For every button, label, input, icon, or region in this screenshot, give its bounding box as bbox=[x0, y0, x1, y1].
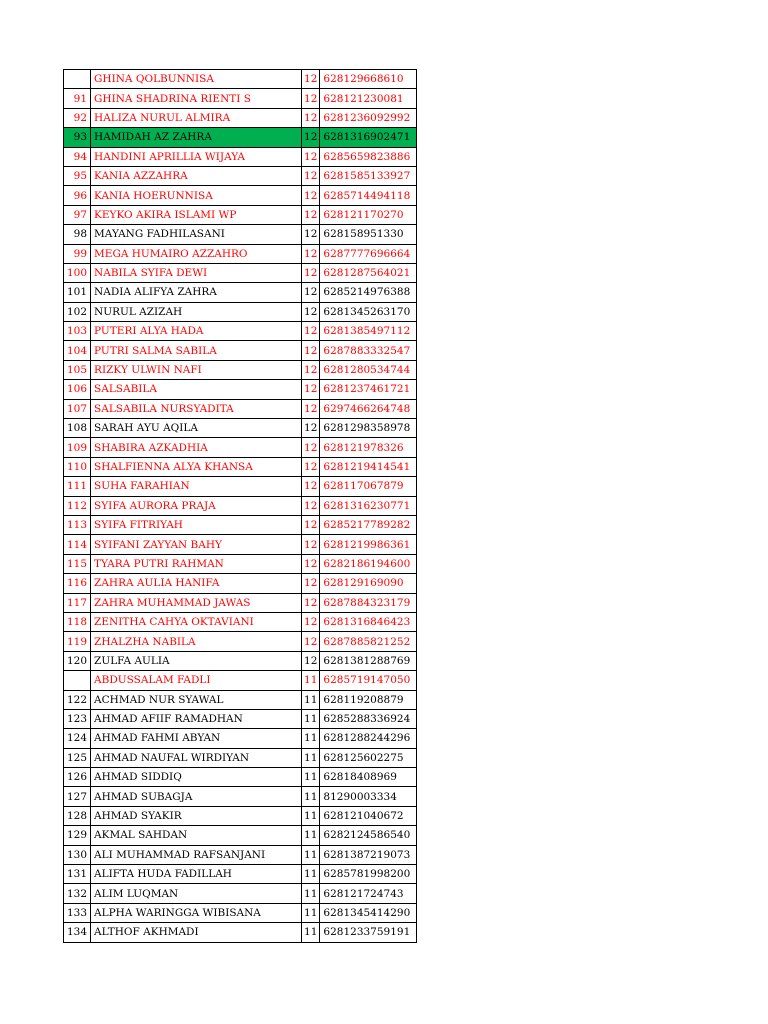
phone-number-cell: 6285288336924 bbox=[320, 709, 417, 728]
phone-number-cell: 628121230081 bbox=[320, 89, 417, 108]
row-number-cell: 103 bbox=[64, 322, 91, 341]
row-number-cell: 100 bbox=[64, 263, 91, 282]
row-number-cell: 92 bbox=[64, 108, 91, 127]
class-cell: 12 bbox=[302, 535, 320, 554]
class-cell: 12 bbox=[302, 554, 320, 573]
phone-number-cell: 6281280534744 bbox=[320, 360, 417, 379]
table-row bbox=[64, 457, 417, 476]
phone-number-cell: 6281385497112 bbox=[320, 322, 417, 341]
student-name-cell: SARAH AYU AQILA bbox=[91, 419, 302, 438]
student-name-cell: HANDINI APRILLIA WIJAYA bbox=[91, 147, 302, 166]
phone-number-cell: 628117067879 bbox=[320, 477, 417, 496]
phone-number-cell: 6285217789282 bbox=[320, 515, 417, 534]
row-number-cell: 111 bbox=[64, 477, 91, 496]
class-cell: 11 bbox=[302, 865, 320, 884]
table-row bbox=[64, 748, 417, 767]
row-number-cell: 109 bbox=[64, 438, 91, 457]
table-row bbox=[64, 283, 417, 302]
student-name-cell: ALPHA WARINGGA WIBISANA bbox=[91, 903, 302, 922]
table-row bbox=[64, 535, 417, 554]
student-name-cell: ALIM LUQMAN bbox=[91, 884, 302, 903]
row-number-cell: 122 bbox=[64, 690, 91, 709]
student-name-cell: SHALFIENNA ALYA KHANSA bbox=[91, 457, 302, 476]
row-number-cell: 97 bbox=[64, 205, 91, 224]
row-number-cell: 101 bbox=[64, 283, 91, 302]
class-cell: 11 bbox=[302, 709, 320, 728]
student-name-cell: RIZKY ULWIN NAFI bbox=[91, 360, 302, 379]
table-row bbox=[64, 690, 417, 709]
student-name-cell: HALIZA NURUL ALMIRA bbox=[91, 108, 302, 127]
phone-number-cell: 6287883332547 bbox=[320, 341, 417, 360]
class-cell: 12 bbox=[302, 419, 320, 438]
row-number-cell: 95 bbox=[64, 166, 91, 185]
table-row bbox=[64, 923, 417, 942]
table-row bbox=[64, 70, 417, 89]
student-name-cell: ZULFA AULIA bbox=[91, 651, 302, 670]
phone-number-cell: 6287777696664 bbox=[320, 244, 417, 263]
class-cell: 11 bbox=[302, 671, 320, 690]
class-cell: 12 bbox=[302, 108, 320, 127]
class-cell: 12 bbox=[302, 302, 320, 321]
class-cell: 12 bbox=[302, 612, 320, 631]
student-name-cell: SALSABILA NURSYADITA bbox=[91, 399, 302, 418]
class-cell: 12 bbox=[302, 341, 320, 360]
phone-number-cell: 6281236092992 bbox=[320, 108, 417, 127]
table-row bbox=[64, 612, 417, 631]
class-cell: 12 bbox=[302, 186, 320, 205]
phone-number-cell: 62818408969 bbox=[320, 768, 417, 787]
phone-number-cell: 6285714494118 bbox=[320, 186, 417, 205]
row-number-cell: 91 bbox=[64, 89, 91, 108]
class-cell: 12 bbox=[302, 360, 320, 379]
table-row bbox=[64, 360, 417, 379]
row-number-cell: 117 bbox=[64, 593, 91, 612]
student-name-cell: SHABIRA AZKADHIA bbox=[91, 438, 302, 457]
phone-number-cell: 6281316846423 bbox=[320, 612, 417, 631]
table-row bbox=[64, 845, 417, 864]
student-name-cell: AKMAL SAHDAN bbox=[91, 826, 302, 845]
phone-number-cell: 6281287564021 bbox=[320, 263, 417, 282]
class-cell: 11 bbox=[302, 923, 320, 942]
class-cell: 12 bbox=[302, 128, 320, 147]
class-cell: 12 bbox=[302, 574, 320, 593]
student-name-cell: AHMAD AFIIF RAMADHAN bbox=[91, 709, 302, 728]
row-number-cell: 128 bbox=[64, 806, 91, 825]
phone-number-cell: 628121040672 bbox=[320, 806, 417, 825]
phone-number-cell: 6281316230771 bbox=[320, 496, 417, 515]
student-table-body bbox=[64, 70, 417, 943]
student-name-cell: SALSABILA bbox=[91, 380, 302, 399]
table-row bbox=[64, 302, 417, 321]
table-row bbox=[64, 186, 417, 205]
phone-number-cell: 6281316902471 bbox=[320, 128, 417, 147]
table-row bbox=[64, 263, 417, 282]
phone-number-cell: 6285659823886 bbox=[320, 147, 417, 166]
student-name-cell: ABDUSSALAM FADLI bbox=[91, 671, 302, 690]
row-number-cell: 110 bbox=[64, 457, 91, 476]
row-number-cell: 96 bbox=[64, 186, 91, 205]
row-number-cell: 93 bbox=[64, 128, 91, 147]
table-row bbox=[64, 787, 417, 806]
row-number-cell: 119 bbox=[64, 632, 91, 651]
class-cell: 12 bbox=[302, 399, 320, 418]
row-number-cell: 112 bbox=[64, 496, 91, 515]
row-number-cell: 120 bbox=[64, 651, 91, 670]
phone-number-cell: 6281219414541 bbox=[320, 457, 417, 476]
class-cell: 12 bbox=[302, 477, 320, 496]
row-number-cell bbox=[64, 671, 91, 690]
class-cell: 11 bbox=[302, 884, 320, 903]
row-number-cell: 131 bbox=[64, 865, 91, 884]
phone-number-cell: 628158951330 bbox=[320, 225, 417, 244]
row-number-cell: 114 bbox=[64, 535, 91, 554]
table-row bbox=[64, 205, 417, 224]
class-cell: 12 bbox=[302, 283, 320, 302]
class-cell: 12 bbox=[302, 205, 320, 224]
table-row bbox=[64, 632, 417, 651]
class-cell: 12 bbox=[302, 225, 320, 244]
phone-number-cell: 6281237461721 bbox=[320, 380, 417, 399]
phone-number-cell: 6281233759191 bbox=[320, 923, 417, 942]
phone-number-cell: 6281387219073 bbox=[320, 845, 417, 864]
class-cell: 12 bbox=[302, 515, 320, 534]
phone-number-cell: 6281585133927 bbox=[320, 166, 417, 185]
row-number-cell: 107 bbox=[64, 399, 91, 418]
row-number-cell: 108 bbox=[64, 419, 91, 438]
table-row bbox=[64, 806, 417, 825]
phone-number-cell: 6281298358978 bbox=[320, 419, 417, 438]
table-row bbox=[64, 515, 417, 534]
class-cell: 12 bbox=[302, 70, 320, 89]
class-cell: 11 bbox=[302, 806, 320, 825]
table-row bbox=[64, 884, 417, 903]
student-name-cell: SYIFA FITRIYAH bbox=[91, 515, 302, 534]
class-cell: 12 bbox=[302, 380, 320, 399]
table-row bbox=[64, 574, 417, 593]
row-number-cell: 126 bbox=[64, 768, 91, 787]
table-row bbox=[64, 108, 417, 127]
class-cell: 11 bbox=[302, 690, 320, 709]
student-name-cell: ZAHRA MUHAMMAD JAWAS bbox=[91, 593, 302, 612]
table-row bbox=[64, 593, 417, 612]
student-name-cell: KEYKO AKIRA ISLAMI WP bbox=[91, 205, 302, 224]
phone-number-cell: 6282124586540 bbox=[320, 826, 417, 845]
table-row bbox=[64, 729, 417, 748]
student-name-cell: AHMAD SYAKIR bbox=[91, 806, 302, 825]
row-number-cell: 125 bbox=[64, 748, 91, 767]
row-number-cell: 104 bbox=[64, 341, 91, 360]
table-row bbox=[64, 671, 417, 690]
student-name-cell: ACHMAD NUR SYAWAL bbox=[91, 690, 302, 709]
class-cell: 11 bbox=[302, 748, 320, 767]
student-name-cell: GHINA SHADRINA RIENTI S bbox=[91, 89, 302, 108]
row-number-cell: 134 bbox=[64, 923, 91, 942]
table-row bbox=[64, 496, 417, 515]
student-name-cell: AHMAD FAHMI ABYAN bbox=[91, 729, 302, 748]
row-number-cell: 99 bbox=[64, 244, 91, 263]
phone-number-cell: 6285719147050 bbox=[320, 671, 417, 690]
student-name-cell: PUTRI SALMA SABILA bbox=[91, 341, 302, 360]
row-number-cell: 129 bbox=[64, 826, 91, 845]
class-cell: 12 bbox=[302, 593, 320, 612]
class-cell: 11 bbox=[302, 826, 320, 845]
table-row bbox=[64, 128, 417, 147]
row-number-cell: 98 bbox=[64, 225, 91, 244]
student-name-cell: ZHALZHA NABILA bbox=[91, 632, 302, 651]
student-name-cell: NADIA ALIFYA ZAHRA bbox=[91, 283, 302, 302]
row-number-cell: 118 bbox=[64, 612, 91, 631]
class-cell: 11 bbox=[302, 729, 320, 748]
row-number-cell: 132 bbox=[64, 884, 91, 903]
class-cell: 11 bbox=[302, 787, 320, 806]
row-number-cell bbox=[64, 70, 91, 89]
table-row bbox=[64, 826, 417, 845]
student-name-cell: GHINA QOLBUNNISA bbox=[91, 70, 302, 89]
student-name-cell: SYIFA AURORA PRAJA bbox=[91, 496, 302, 515]
phone-number-cell: 628129169090 bbox=[320, 574, 417, 593]
row-number-cell: 102 bbox=[64, 302, 91, 321]
student-name-cell: ZAHRA AULIA HANIFA bbox=[91, 574, 302, 593]
row-number-cell: 124 bbox=[64, 729, 91, 748]
student-name-cell: MAYANG FADHILASANI bbox=[91, 225, 302, 244]
phone-number-cell: 628121978326 bbox=[320, 438, 417, 457]
phone-number-cell: 6281288244296 bbox=[320, 729, 417, 748]
phone-number-cell: 6281345263170 bbox=[320, 302, 417, 321]
phone-number-cell: 6282186194600 bbox=[320, 554, 417, 573]
row-number-cell: 105 bbox=[64, 360, 91, 379]
table-row bbox=[64, 225, 417, 244]
student-name-cell: ZENITHA CAHYA OKTAVIANI bbox=[91, 612, 302, 631]
phone-number-cell: 6297466264748 bbox=[320, 399, 417, 418]
table-row bbox=[64, 89, 417, 108]
student-name-cell: HAMIDAH AZ ZAHRA bbox=[91, 128, 302, 147]
student-name-cell: NURUL AZIZAH bbox=[91, 302, 302, 321]
class-cell: 11 bbox=[302, 845, 320, 864]
student-name-cell: ALI MUHAMMAD RAFSANJANI bbox=[91, 845, 302, 864]
class-cell: 12 bbox=[302, 89, 320, 108]
row-number-cell: 115 bbox=[64, 554, 91, 573]
class-cell: 12 bbox=[302, 322, 320, 341]
row-number-cell: 113 bbox=[64, 515, 91, 534]
row-number-cell: 106 bbox=[64, 380, 91, 399]
table-row bbox=[64, 380, 417, 399]
phone-number-cell: 628129668610 bbox=[320, 70, 417, 89]
class-cell: 12 bbox=[302, 496, 320, 515]
phone-number-cell: 628119208879 bbox=[320, 690, 417, 709]
table-row bbox=[64, 651, 417, 670]
row-number-cell: 133 bbox=[64, 903, 91, 922]
student-table bbox=[63, 69, 417, 943]
class-cell: 12 bbox=[302, 651, 320, 670]
row-number-cell: 116 bbox=[64, 574, 91, 593]
class-cell: 12 bbox=[302, 438, 320, 457]
row-number-cell: 127 bbox=[64, 787, 91, 806]
student-name-cell: PUTERI ALYA HADA bbox=[91, 322, 302, 341]
phone-number-cell: 6287885821252 bbox=[320, 632, 417, 651]
phone-number-cell: 6281381288769 bbox=[320, 651, 417, 670]
student-name-cell: SUHA FARAHIAN bbox=[91, 477, 302, 496]
student-list-sheet bbox=[63, 69, 417, 943]
phone-number-cell: 628121170270 bbox=[320, 205, 417, 224]
student-name-cell: AHMAD SUBAGJA bbox=[91, 787, 302, 806]
table-row bbox=[64, 399, 417, 418]
student-name-cell: NABILA SYIFA DEWI bbox=[91, 263, 302, 282]
table-row bbox=[64, 865, 417, 884]
student-name-cell: SYIFANI ZAYYAN BAHY bbox=[91, 535, 302, 554]
table-row bbox=[64, 768, 417, 787]
table-row bbox=[64, 419, 417, 438]
student-name-cell: KANIA HOERUNNISA bbox=[91, 186, 302, 205]
class-cell: 12 bbox=[302, 457, 320, 476]
student-name-cell: AHMAD SIDDIQ bbox=[91, 768, 302, 787]
phone-number-cell: 6285781998200 bbox=[320, 865, 417, 884]
student-name-cell: KANIA AZZAHRA bbox=[91, 166, 302, 185]
phone-number-cell: 628125602275 bbox=[320, 748, 417, 767]
class-cell: 11 bbox=[302, 768, 320, 787]
table-row bbox=[64, 709, 417, 728]
class-cell: 12 bbox=[302, 244, 320, 263]
phone-number-cell: 6285214976388 bbox=[320, 283, 417, 302]
phone-number-cell: 6281345414290 bbox=[320, 903, 417, 922]
class-cell: 12 bbox=[302, 632, 320, 651]
table-row bbox=[64, 341, 417, 360]
row-number-cell: 94 bbox=[64, 147, 91, 166]
row-number-cell: 130 bbox=[64, 845, 91, 864]
phone-number-cell: 628121724743 bbox=[320, 884, 417, 903]
table-row bbox=[64, 166, 417, 185]
student-name-cell: ALIFTA HUDA FADILLAH bbox=[91, 865, 302, 884]
phone-number-cell: 6287884323179 bbox=[320, 593, 417, 612]
table-row bbox=[64, 903, 417, 922]
table-row bbox=[64, 438, 417, 457]
student-name-cell: ALTHOF AKHMADI bbox=[91, 923, 302, 942]
class-cell: 12 bbox=[302, 147, 320, 166]
student-name-cell: TYARA PUTRI RAHMAN bbox=[91, 554, 302, 573]
row-number-cell: 123 bbox=[64, 709, 91, 728]
class-cell: 12 bbox=[302, 263, 320, 282]
table-row bbox=[64, 147, 417, 166]
phone-number-cell: 81290003334 bbox=[320, 787, 417, 806]
table-row bbox=[64, 554, 417, 573]
table-row bbox=[64, 244, 417, 263]
student-name-cell: MEGA HUMAIRO AZZAHRO bbox=[91, 244, 302, 263]
table-row bbox=[64, 477, 417, 496]
student-name-cell: AHMAD NAUFAL WIRDIYAN bbox=[91, 748, 302, 767]
class-cell: 12 bbox=[302, 166, 320, 185]
class-cell: 11 bbox=[302, 903, 320, 922]
table-row bbox=[64, 322, 417, 341]
phone-number-cell: 6281219986361 bbox=[320, 535, 417, 554]
